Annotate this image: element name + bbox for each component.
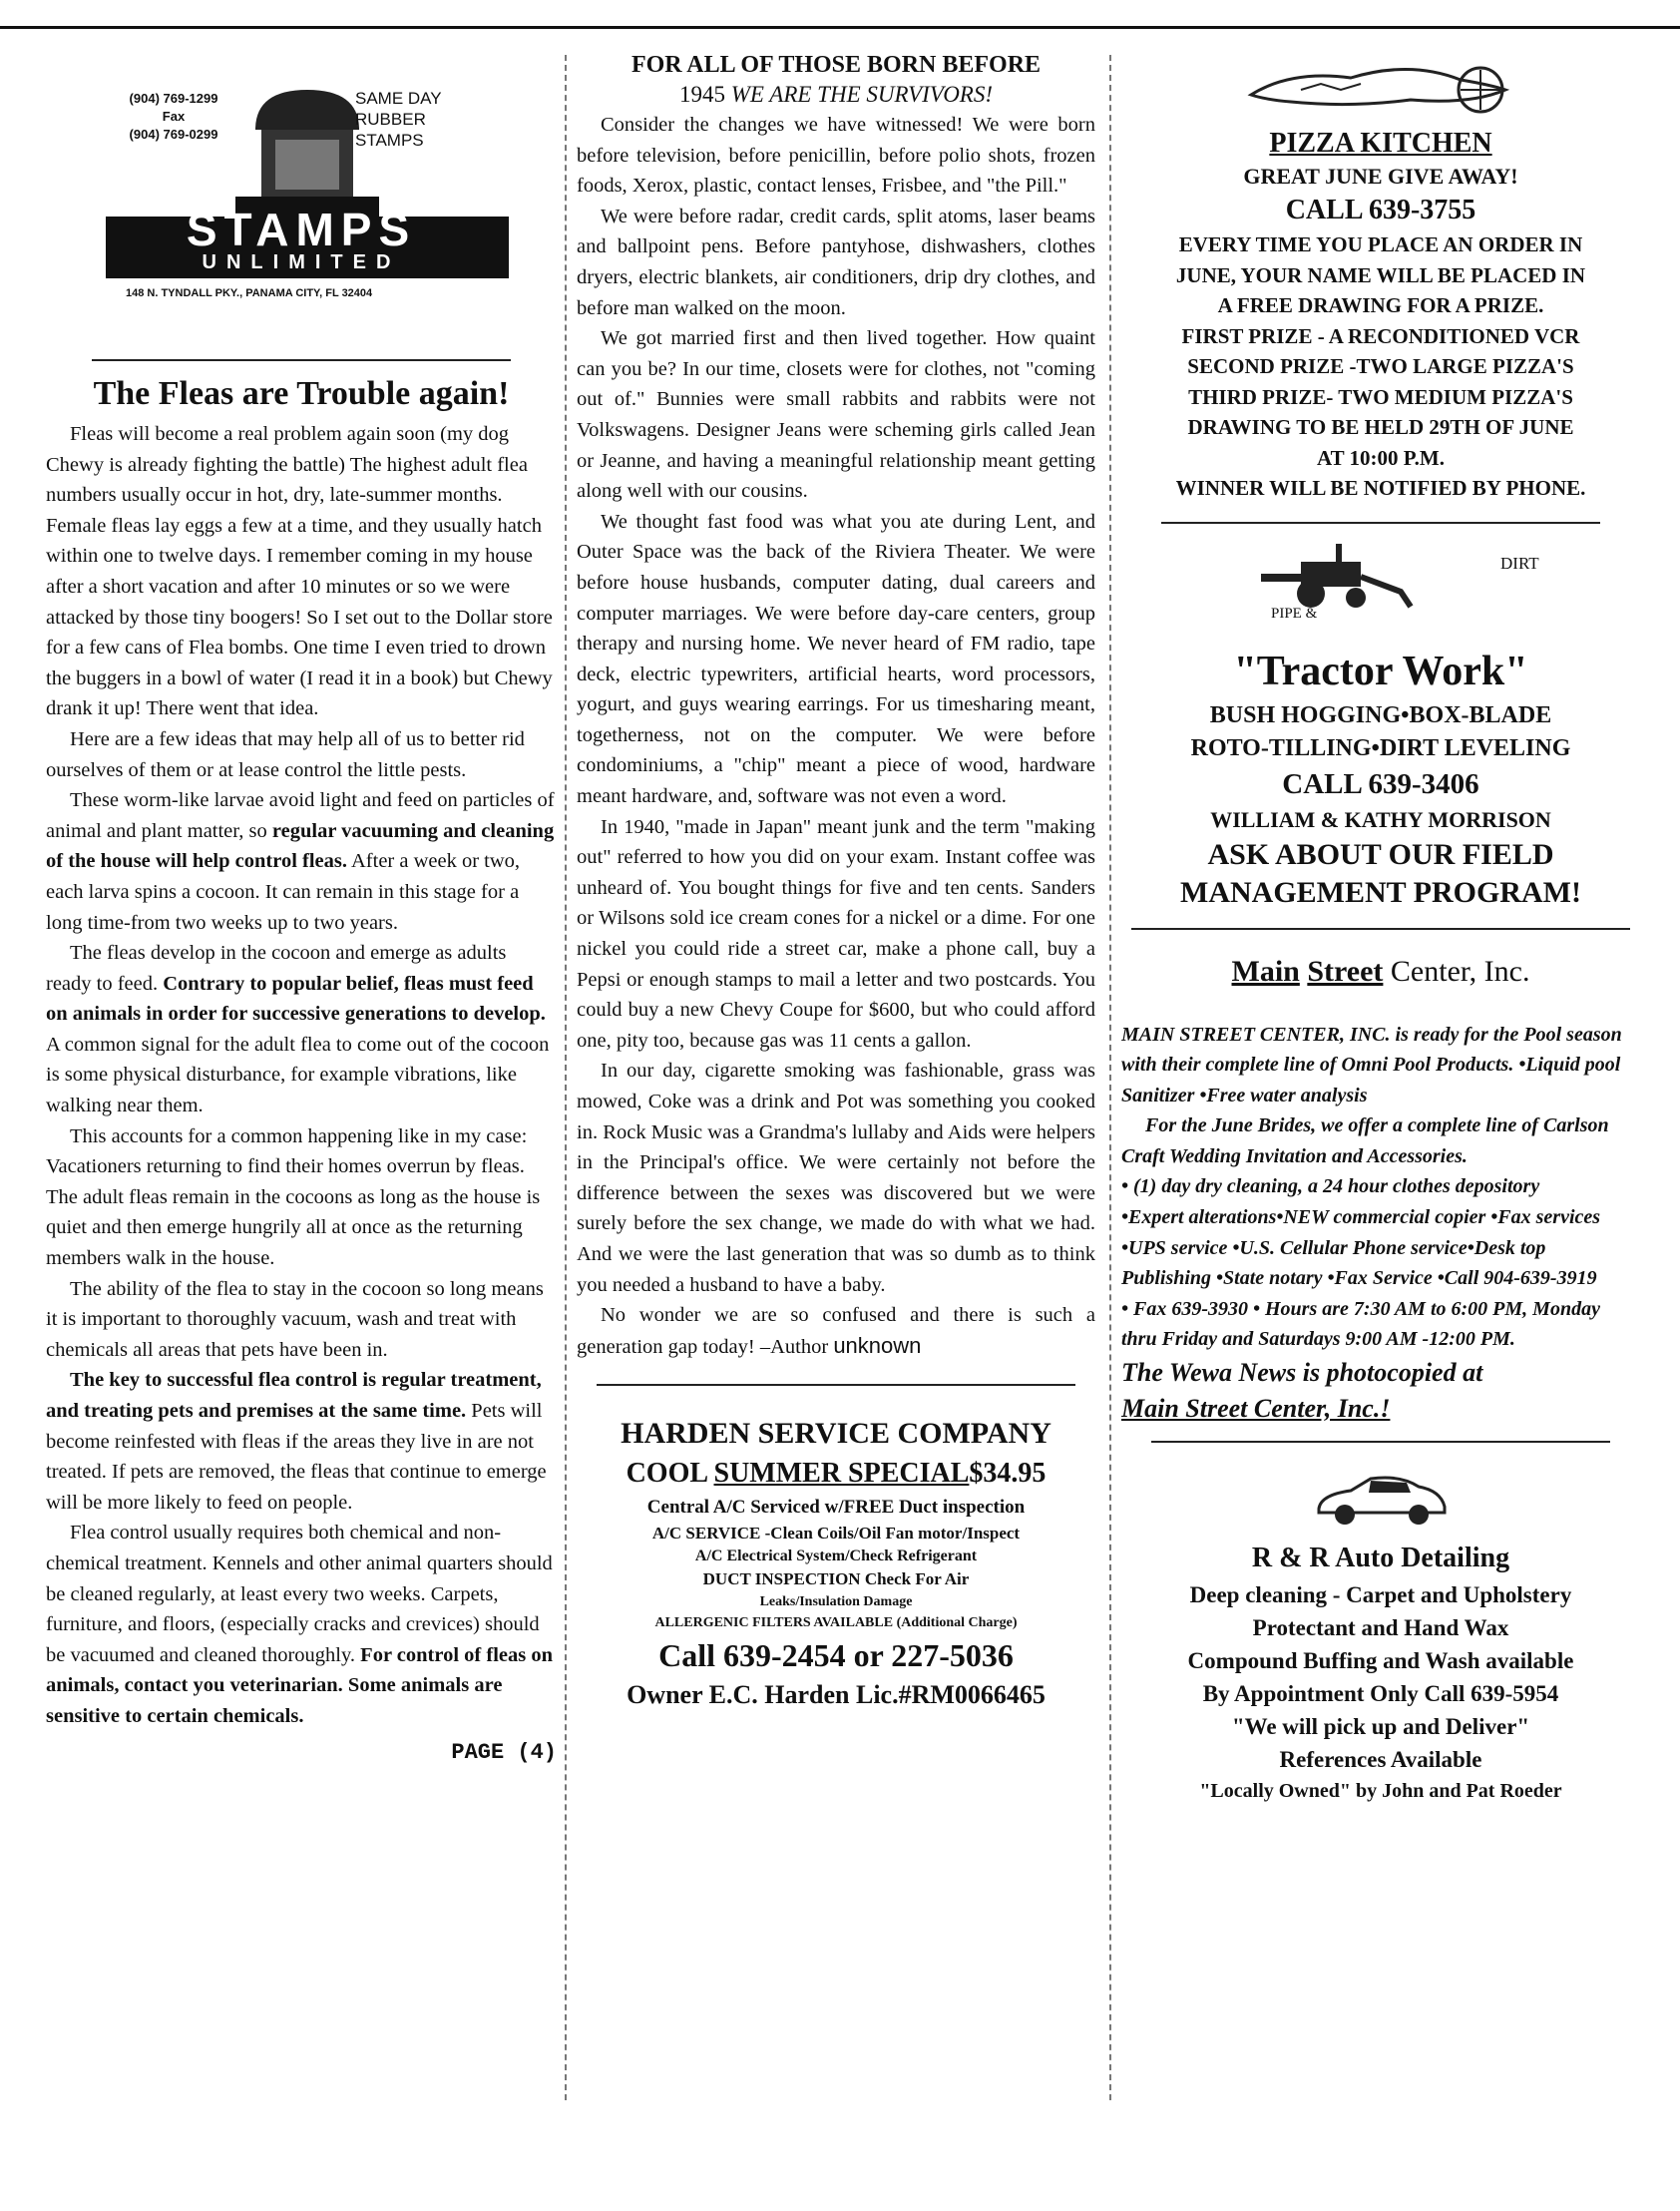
paragraph: •Expert alterations•NEW commercial copier •Fax services •UPS service •U.S. Cellular Phone service•Desk top Publishing •State notary •Fax Service •Call 904-639-3919	[1121, 1206, 1601, 1290]
logo-text: PIPE &	[1271, 605, 1318, 622]
wewa-note: The Wewa News is photocopied at	[1121, 1358, 1483, 1388]
paragraph: • (1) day dry cleaning, a 24 hour clothes depository	[1121, 1175, 1540, 1198]
paragraph	[46, 938, 557, 1121]
ad-phone: Call 639-2454 or 227-5036	[658, 1637, 1014, 1674]
paragraph	[46, 1365, 557, 1518]
harden-ad	[577, 1414, 1095, 1713]
ad-line: MANAGEMENT PROGRAM!	[1180, 875, 1581, 909]
bold-text: The key to successful flea control is regular treatment, and treating pets and premises at the same time.	[46, 1369, 542, 1422]
divider	[1151, 1441, 1610, 1443]
main-street-logo	[1121, 952, 1640, 992]
ad-line: ASK ABOUT OUR FIELD	[1207, 837, 1554, 871]
ad-line: EVERY TIME YOU PLACE AN ORDER IN	[1178, 232, 1583, 256]
title-italic: WE ARE THE SURVIVORS!	[730, 82, 994, 107]
fax-label: Fax	[162, 109, 186, 124]
text-run: Pets will become reinfested with fleas if the areas they live in are not treated. If pets are removed, the fleas that continue to emerge will be more likely to feed on people.	[46, 1400, 547, 1514]
divider	[92, 359, 511, 361]
top-rule	[0, 26, 1680, 29]
ad-line: ALLERGENIC FILTERS AVAILABLE (Additional Charge)	[654, 1615, 1018, 1631]
stamp-tagline	[355, 88, 442, 151]
ad-line: Protectant and Hand Wax	[1252, 1615, 1509, 1641]
paragraph	[46, 1518, 557, 1731]
paragraph: In our day, cigarette smoking was fashionable, grass was mowed, Coke was a drink and Pot was something you cooked in. Rock Music was a Grandma's lullaby and Aids were helpers in the Principal's office. We were certainly not before the difference between the sexes was discovered but we were surely before the sex change, we made do with what we had. And we were the last generation that was so dumb as to think you needed a husband to have a baby.	[577, 1060, 1095, 1296]
ad-line: THIRD PRIZE- TWO MEDIUM PIZZA'S	[1188, 384, 1573, 409]
paragraph: MAIN STREET CENTER, INC. is ready for the Pool season with their complete line of Omni Pool Products. •Liquid pool Sanitizer •Free water analysis	[1121, 1023, 1622, 1106]
ad-phone: CALL 639-3755	[1285, 195, 1476, 225]
paragraph: This accounts for a common happening like in my case: Vacationers returning to find their homes overrun by fleas. The adult fleas remain in the cocoons as long as the house is quiet and then emerge hungrily all at once as the returning members walk in the house.	[46, 1124, 541, 1270]
ad-line: References Available	[1279, 1747, 1482, 1773]
ad-special	[577, 1454, 1095, 1494]
tractor-work-ad	[1121, 524, 1640, 912]
brand-name: STAMPS	[186, 204, 417, 255]
paragraph: • Fax 639-3930 • Hours are 7:30 AM to 6:00 PM, Monday thru Friday and Saturdays 9:00 AM -12:00 PM.	[1121, 1297, 1600, 1351]
paragraph: Fleas will become a real problem again soon (my dog Chewy is already fighting the battle) The highest adult flea numbers usually occur in hot, dry, late-summer months. Female fleas lay eggs a few at a time, and they usually hatch within one to twelve days. I remember coming in my house after a short vacation and after 10 minutes or so we were attacked by those tiny boogers! So I set out to the Dollar store for a few cans of Flea bombs. One time I even tried to drown the buggers in a bowl of water (I read it in a book) but Chewy drank it up! There went that idea.	[46, 423, 553, 720]
rr-auto-detailing-ad	[1121, 1467, 1640, 1806]
logo-text: DIRT	[1500, 553, 1539, 573]
text-run: The fleas develop in the cocoon and emerge as adults ready to feed.	[46, 942, 507, 995]
paragraph: We got married first and then lived together. How quaint can you be? In our time, closets were for clothes, not "coming out of." Bunnies were small rabbits and rabbits were not Volkswagens. Designer Jeans were scheming girls called Jean or Jeanne, and having a meaningful relationship meant getting along well with our cousins.	[577, 327, 1095, 503]
price: $34.95	[969, 1458, 1047, 1490]
ad-line: DRAWING TO BE HELD 29TH OF JUNE	[1187, 415, 1574, 439]
tractor-icon	[1241, 532, 1480, 642]
stamp-phones	[104, 90, 243, 144]
ad-title: HARDEN SERVICE COMPANY	[621, 1417, 1051, 1451]
tagline-line: STAMPS	[355, 131, 424, 150]
ad-line: By Appointment Only Call 639-5954	[1202, 1681, 1559, 1707]
ad-title: "Tractor Work"	[1233, 648, 1528, 694]
ad-line: A FREE DRAWING FOR A PRIZE.	[1217, 293, 1544, 317]
tagline-line: RUBBER	[355, 110, 426, 129]
logo-text: Main	[1231, 954, 1300, 988]
paragraph	[46, 785, 557, 938]
ad-line: AT 10:00 P.M.	[1317, 445, 1445, 470]
bold-text: regular vacuuming and cleaning of the house will help control fleas.	[46, 819, 555, 873]
text-run: COOL	[626, 1458, 714, 1490]
paragraph: We thought fast food was what you ate during Lent, and Outer Space was the back of the Riviera Theater. We were before house husbands, computer dating, dual careers and computer marriages. We were before day-care centers, group therapy and nursing home. We never heard of FM radio, tape deck, electric typewriters, artificial hearts, word processors, yogurt, and guys wearing earrings. For us timesharing meant, togetherness, not on the computer. We were before condominiums, a "chip" meant a piece of wood, hardware meant hardware, and, software was not even a word.	[577, 510, 1095, 808]
text-run: No wonder we are so confused and there is such a generation gap today! –Author	[577, 1304, 1095, 1358]
ad-line: ROTO-TILLING•DIRT LEVELING	[1190, 734, 1571, 761]
ad-line: A/C SERVICE -Clean Coils/Oil Fan motor/Inspect	[651, 1524, 1021, 1544]
logo-text: Center, Inc.	[1383, 954, 1530, 988]
divider	[597, 1384, 1075, 1386]
paragraph: For the June Brides, we offer a complete line of Carlson Craft Wedding Invitation and Accessories.	[1121, 1114, 1609, 1167]
ad-subtitle: GREAT JUNE GIVE AWAY!	[1243, 164, 1518, 189]
column-divider	[1109, 55, 1111, 2100]
title-year: 1945	[678, 82, 731, 107]
ad-line: Deep cleaning - Carpet and Upholstery	[1189, 1582, 1572, 1608]
ad-line: Compound Buffing and Wash available	[1187, 1648, 1574, 1674]
ad-owners: "Locally Owned" by John and Pat Roeder	[1199, 1780, 1562, 1803]
article-title: FOR ALL OF THOSE BORN BEFORE	[630, 52, 1042, 78]
ad-line: JUNE, YOUR NAME WILL BE PLACED IN	[1175, 262, 1586, 287]
ad-owners: WILLIAM & KATHY MORRISON	[1210, 806, 1551, 832]
survivors-article	[577, 110, 1095, 1362]
brand-subname: UNLIMITED	[202, 251, 401, 273]
stamp-address: 148 N. TYNDALL PKY., PANAMA CITY, FL 32404	[126, 287, 373, 299]
tractor-logo	[1121, 524, 1640, 644]
ad-line: DUCT INSPECTION Check For Air	[702, 1569, 970, 1589]
stamps-unlimited-ad	[46, 40, 557, 339]
paragraph: Here are a few ideas that may help all of us to better rid ourselves of them or at lease control the little pests.	[46, 727, 525, 781]
tagline-line: SAME DAY	[355, 89, 442, 108]
fleas-article	[46, 419, 557, 1732]
paragraph: In 1940, "made in Japan" meant junk and the term "making out" referred to how you did on your exam. Instant coffee was unheard of. You bought things for five and ten cents. Sanders or Wilsons sold ice cream cones for a nickel or a dime. For one nickel you could ride a street car, make a phone call, buy a Pepsi or enough stamps to mail a letter and two postcards. You could buy a new Chevy Coupe for $600, but who could afford one, pity too, because gas was 11 cents a gallon.	[577, 815, 1095, 1052]
column-divider	[565, 55, 567, 2100]
underlined-text: SUMMER SPECIAL	[713, 1458, 970, 1490]
column-left	[46, 40, 557, 2145]
author-unknown: unknown	[833, 1332, 922, 1358]
main-street-body	[1121, 1020, 1640, 1356]
ad-line: Leaks/Insulation Damage	[759, 1594, 913, 1610]
ad-title: PIZZA KITCHEN	[1269, 128, 1492, 159]
pizza-kitchen-ad	[1121, 50, 1640, 504]
paragraph	[577, 1300, 1095, 1362]
column-right	[1121, 40, 1640, 2145]
ad-line: "We will pick up and Deliver"	[1231, 1714, 1530, 1740]
text-run: After a week or two, each larva spins a cocoon. It can remain in this stage for a long time-from two weeks up to two years.	[46, 850, 521, 934]
logo-text: Street	[1307, 954, 1384, 988]
ad-owner: Owner E.C. Harden Lic.#RM0066465	[627, 1680, 1046, 1710]
divider	[1131, 928, 1630, 930]
article-title: The Fleas are Trouble again!	[93, 375, 510, 412]
bold-text: For control of fleas on animals, contact you veterinarian. Some animals are sensitive to certain chemicals.	[46, 1643, 553, 1727]
ad-line: FIRST PRIZE - A RECONDITIONED VCR	[1181, 323, 1580, 348]
car-icon	[1311, 1467, 1451, 1531]
alligator-pizza-icon	[1231, 50, 1530, 120]
ad-line: BUSH HOGGING•BOX-BLADE	[1209, 701, 1552, 728]
ad-line: Central A/C Serviced w/FREE Duct inspection	[646, 1497, 1026, 1519]
column-middle	[577, 40, 1095, 2155]
page-number: PAGE (4)	[451, 1739, 557, 1765]
phone-number: (904) 769-1299	[129, 91, 218, 106]
ad-line: SECOND PRIZE -TWO LARGE PIZZA'S	[1187, 354, 1574, 378]
paragraph: The ability of the flea to stay in the cocoon so long means it is important to thoroughly vacuum, wash and treat with chemicals all areas that pets have been in.	[46, 1277, 544, 1361]
main-street-ad	[1121, 952, 1640, 1428]
text-run: Flea control usually requires both chemical and non-chemical treatment. Kennels and other animal quarters should be cleaned regularly, at least every two weeks. Carpets, furniture, and floors, (especially cracks and crevices) should be vacuumed and cleaned thoroughly.	[46, 1522, 553, 1666]
phone-number: (904) 769-0299	[129, 127, 218, 142]
text-run: A common signal for the adult flea to come out of the cocoon is some physical disturbance, for example vibrations, like walking near them.	[46, 1033, 550, 1117]
bold-text: Contrary to popular belief, fleas must feed on animals in order for successive generations to develop.	[46, 972, 546, 1026]
ad-phone: CALL 639-3406	[1282, 767, 1479, 800]
text-run: These worm-like larvae avoid light and feed on particles of animal and plant matter, so	[46, 789, 555, 842]
ad-line: A/C Electrical System/Check Refrigerant	[694, 1548, 978, 1565]
paragraph: Consider the changes we have witnessed! We were born before television, before penicillin, before polio shots, frozen foods, Xerox, plastic, contact lenses, Frisbee, and "the Pill."	[577, 114, 1095, 198]
article-subtitle	[577, 80, 1095, 110]
ad-line: WINNER WILL BE NOTIFIED BY PHONE.	[1175, 476, 1586, 500]
ad-title: R & R Auto Detailing	[1251, 1543, 1510, 1574]
paragraph: We were before radar, credit cards, split atoms, laser beams and ballpoint pens. Before pantyhose, dishwashers, clothes dryers, electric blankets, air conditioners, drip dry clothes, and before man walked on the moon.	[577, 205, 1095, 319]
wewa-note: Main Street Center, Inc.!	[1121, 1394, 1391, 1424]
